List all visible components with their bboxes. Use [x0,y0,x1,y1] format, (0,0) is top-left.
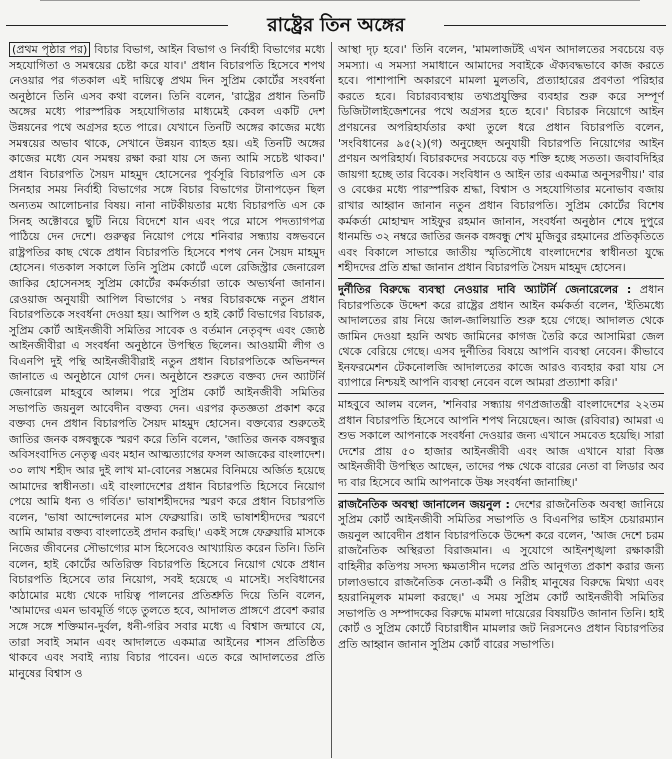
section-separator [338,393,664,394]
section-2-text: দেশের রাজনৈতিক অবস্থা জানিয়ে সুপ্রিম কোর্ট আইনজীবী সমিতির সভাপতি ও বিএনপির ভাইস চেয়ারম্যান জয়নুল আবেদীন প্রধান বিচারপতিকে উদ্দেশ করে বলেন, 'আজ দেশে চরম রাজনৈতিক অস্থিরতা বিরাজমান। এ সুযোগে আইনশৃঙ্খলা রক্ষাকারী বাহিনীর কতিপয় সদস্য ক্ষমতাসীন দলের প্রতি আনুগত্য প্রকাশ করার জন্য ঢালাওভাবে রাজনৈতিক নেতা-কর্মী ও নিরীহ মানুষের বিরুদ্ধে মিথ্যা এবং হয়রানিমূলক মামলা করছে।' এ সময় সুপ্রিম কোর্ট আইনজীবী সমিতির সভাপতি ও সম্পাদকের বিরুদ্ধে মামলা দায়েরের বিষয়টিও জানান তিনি। হাই কোর্ট ও সুপ্রিম কোর্টে বিচারাধীন মামলার জট নিরসনেও প্রধান বিচারপতির প্রতি আহ্বান জানান সুপ্রিম কোর্ট বারের সভাপতি। [338,497,664,651]
continued-from-tag: (প্রথম পৃষ্ঠার পর) [9,42,90,57]
article-right-column [338,42,664,758]
section-1-text: প্রধান বিচারপতিকে উদ্দেশ করে রাষ্ট্রের প্রধান আইন কর্মকর্তা বলেন, 'ইতিমধ্যে আদালতের রায় নিয়ে জাল-জালিয়াতি শুরু হয়ে গেছে। আদালত থেকে জামিন দেওয়া হয়নি অথচ জামিনের কাগজ তৈরি করে আসামিরা জেল থেকে বেরিয়ে গেছে। এসব দুর্নীতির বিষয়ে আপনি ব্যবস্থা নেবেন। কীভাবে ইনফরমেশন টেকনোলজি আদালতের কাজে আরও ব্যবহার করা যায় সে ব্যাপারে নিশ্চয়ই আপনি ব্যবস্থা নেবেন বলে আমরা প্রত্যাশা করি।' [338,282,664,390]
section-separator [338,278,664,279]
right-paragraph-1: আস্থা দৃঢ় হবে।' তিনি বলেন, 'মামলাজটই এখন আদালতের সবচেয়ে বড় সমস্যা। এ সমস্যা সমাধানে আমাদের সবাইকে ঐক্যবদ্ধভাবে কাজ করতে হবে। পাশাপাশি অকারণে মামলা মুলতবি, প্রত্যাহারের প্রবণতা পরিহার করতে হবে। বিচারব্যবস্থায় তথ্যপ্রযুক্তির ব্যবহার শুরু করে সম্পূর্ণ ডিজিটালাইজেশনের পথে অগ্রসর হতে হবে।' বিচারক নিয়োগে আইন প্রণয়নের অপরিহার্যতার কথা তুলে ধরে প্রধান বিচারপতি বলেন, 'সংবিধানের ৯৫(২)(গ) অনুচ্ছেদ অনুযায়ী বিচারপতি নিয়োগের আইন প্রণয়ন অপরিহার্য। বিচারকদের সবচেয়ে বড় শক্তি হচ্ছে সততা। জবাবদিহির জায়গা হচ্ছে তার বিবেক। সংবিধান ও আইন তার একমাত্র অনুসরণীয়।' বার ও বেঞ্চের মধ্যে পারস্পরিক শ্রদ্ধা, বিশ্বাস ও সহযোগিতার মনোভাব বজায় রাখার আহ্বান জানান নতুন প্রধান বিচারপতি। সুপ্রিম কোর্টের বিশেষ কর্মকর্তা মোহাম্মদ সাইফুর রহমান জানান, সংবর্ধনা অনুষ্ঠান শেষে দুপুরে ধানমন্ডি ৩২ নম্বরে জাতির জনক বঙ্গবন্ধু শেখ মুজিবুর রহমানের প্রতিকৃতিতে এবং বিকালে সাভারে জাতীয় স্মৃতিসৌধে বাংলাদেশের স্বাধীনতা যুদ্ধে শহীদদের প্রতি শ্রদ্ধা জানান প্রধান বিচারপতি সৈয়দ মাহমুদ হোসেন। [338,43,664,275]
right-section-1 [338,282,664,391]
right-section-2 [338,497,664,653]
subheading-political-situation: রাজনৈতিক অবস্থা জানালেন জয়নুল : [338,497,510,511]
column-divider [331,42,332,758]
subheading-attorney-general: দুর্নীতির বিরুদ্ধে ব্যবস্থা নেওয়ার দাবি অ্যাটর্নি জেনারেলের : [338,282,632,296]
headline-rule-right [444,25,666,26]
article-left-column [9,42,325,758]
masthead-strip [40,0,640,7]
right-paragraph-2: মাহবুবে আলম বলেন, 'শনিবার সন্ধ্যায় গণপ্রজাতন্ত্রী বাংলাদেশের ২২তম প্রধান বিচারপতি হিসেবে আপনি শপথ নিয়েছেন। আজ (রবিবার) আমরা এ শুভ সকালে আপনাকে সংবর্ধনা দেওয়ার জন্য এখানে সমবেত হয়েছি। সারা দেশের প্রায় ৫০ হাজার আইনজীবী এবং আজ এখানে যারা বিজ্ঞ আইনজীবী উপস্থিত আছেন, তাদের পক্ষ থেকে বারের নেতা বা লিডার অব দ্য বার হিসেবে আমি আপনাকে উষ্ণ সংবর্ধনা জানাচ্ছি।' [338,398,664,490]
headline-rule-left [6,25,228,26]
left-paragraph [9,42,325,681]
headline: রাষ্ট্রের তিন অঙ্গের [267,14,405,36]
headline-bar [6,12,666,38]
left-body-text: বিচার বিভাগ, আইন বিভাগ ও নির্বাহী বিভাগের মধ্যে সহযোগিতা ও সমন্বয়ের চেষ্টা করে যাব।' প্রধান বিচারপতি হিসেবে শপথ নেওয়ার পর গতকাল এই দায়িত্বে প্রথম দিন সুপ্রিম কোর্টের সংবর্ধনা অনুষ্ঠানে তিনি এসব কথা বলেন। তিনি বলেন, 'রাষ্ট্রের প্রধান তিনটি অঙ্গের মধ্যে পারস্পরিক সহযোগিতার মাধ্যমেই কেবল একটি দেশ উন্নয়নের পথে অগ্রসর হতে পারে। যেখানে তিনটি অঙ্গের কাজের মধ্যে সমন্বয়ের অভাব থাকে, সেখানে উন্নয়ন ব্যাহত হয়। এই তিনটি অঙ্গের কাজের মধ্যে যেন সমন্বয় রক্ষা করা যায় সে জন্য আমি সচেষ্ট থাকব।' প্রধান বিচারপতি সৈয়দ মাহমুদ হোসেনের পূর্বসূরি বিচারপতি এস কে সিনহার সময় নির্বাহী বিভাগের সঙ্গে বিচার বিভাগের টানাপড়েন ছিল অন্যতম আলোচনার বিষয়। নানা নাটকীয়তার মধ্যে বিচারপতি এস কে সিনহ অক্টোবরে ছুটি নিয়ে বিদেশে যান এবং পরে মাসে পদত্যাগপত্র পাঠিয়ে দেন দেশে। গুরুত্বর নিয়োগ পেয়ে শনিবার সন্ধ্যায় বঙ্গভবনে রাষ্ট্রপতির কাছ থেকে প্রধান বিচারপতি হিসেবে শপথ নেন সৈয়দ মাহমুদ হোসেন। গতকাল সকালে তিনি সুপ্রিম কোর্টে এলে রেজিস্ট্রার জেনারেল জাকির হোসেনসহ সুপ্রিম কোর্টের কর্মকর্তারা তাকে অভ্যর্থনা জানান। রেওয়াজ অনুযায়ী আপিল বিভাগের ১ নম্বর বিচারকক্ষে নতুন প্রধান বিচারপতিকে সংবর্ধনা দেওয়া হয়। আপিল ও হাই কোর্ট বিভাগের বিচারক, সুপ্রিম কোর্ট আইনজীবী সমিতির সাবেক ও বর্তমান নেতৃবৃন্দ এবং জ্যেষ্ঠ আইনজীবীরা এ সংবর্ধনা অনুষ্ঠানে উপস্থিত ছিলেন। আওয়ামী লীগ ও বিএনপি দুই পন্থি আইনজীবীরাই নতুন প্রধান বিচারপতিকে অভিনন্দন জানাতে এ অনুষ্ঠানে যোগ দেন। অনুষ্ঠানে শুরুতে বক্তব্য দেন অ্যাটর্নি জেনারেল মাহবুবে আলম। পরে সুপ্রিম কোর্ট আইনজীবী সমিতির সভাপতি জয়নুল আবেদীন বক্তব্য দেন। এরপর কৃতজ্ঞতা প্রকাশ করে বক্তব্য দেন প্রধান বিচারপতি সৈয়দ মাহমুদ হোসেন। বক্তব্যের শুরুতেই জাতির জনক বঙ্গবন্ধুকে স্মরণ করে তিনি বলেন, 'জাতির জনক বঙ্গবন্ধুর অবিসংবাদিত নেতৃত্ব এবং মহান আত্মত্যাগের ফসল আজকের বাংলাদেশ। ৩০ লাখ শহীদ আর দুই লাখ মা-বোনের সম্ভ্রমের বিনিময়ে অর্জিত হয়েছে আমাদের স্বাধীনতা। এই বাংলাদেশের প্রধান বিচারপতি হিসেবে নিয়োগ পেয়ে আমি ধন্য ও গর্বিত।' ভাষাশহীদদের স্মরণ করে প্রধান বিচারপতি বলেন, 'ভাষা আন্দোলনের মাস ফেব্রুয়ারি। তাই ভাষাশহীদদের স্মরণে আমি আমার বক্তব্য বাংলাতেই প্রদান করছি।' একই সঙ্গে ফেব্রুয়ারি মাসকে নিজের জীবনের সৌভাগ্যের মাস হিসেবেও আখ্যায়িত করেন তিনি। তিনি বলেন, হাই কোর্টের অতিরিক্ত বিচারপতি হিসেবে নিয়োগ থেকে প্রধান বিচারপতি হিসেবে তার নিয়োগ, সবই হয়েছে এ মাসেই। সংবিধানের কাঠামোর মধ্যে থেকে দায়িত্ব পালনের প্রতিশ্রুতি দিয়ে তিনি বলেন, 'আমাদের এমন ভাবমূর্তি গড়ে তুলতে হবে, আদালত প্রাঙ্গণে প্রবেশ করার সঙ্গে সঙ্গে শক্তিমান-দুর্বল, ধনী-গরিব সবার মধ্যে এ বিশ্বাস জন্মাবে যে, তারা সবাই সমান এবং আদালতে একমাত্র আইনের শাসন প্রতিষ্ঠিত থাকবে এবং সবাই ন্যায় বিচার পাবেন। এতে করে আদালতের প্রতি মানুষের বিশ্বাস ও [9,43,325,680]
section-separator [338,493,664,494]
